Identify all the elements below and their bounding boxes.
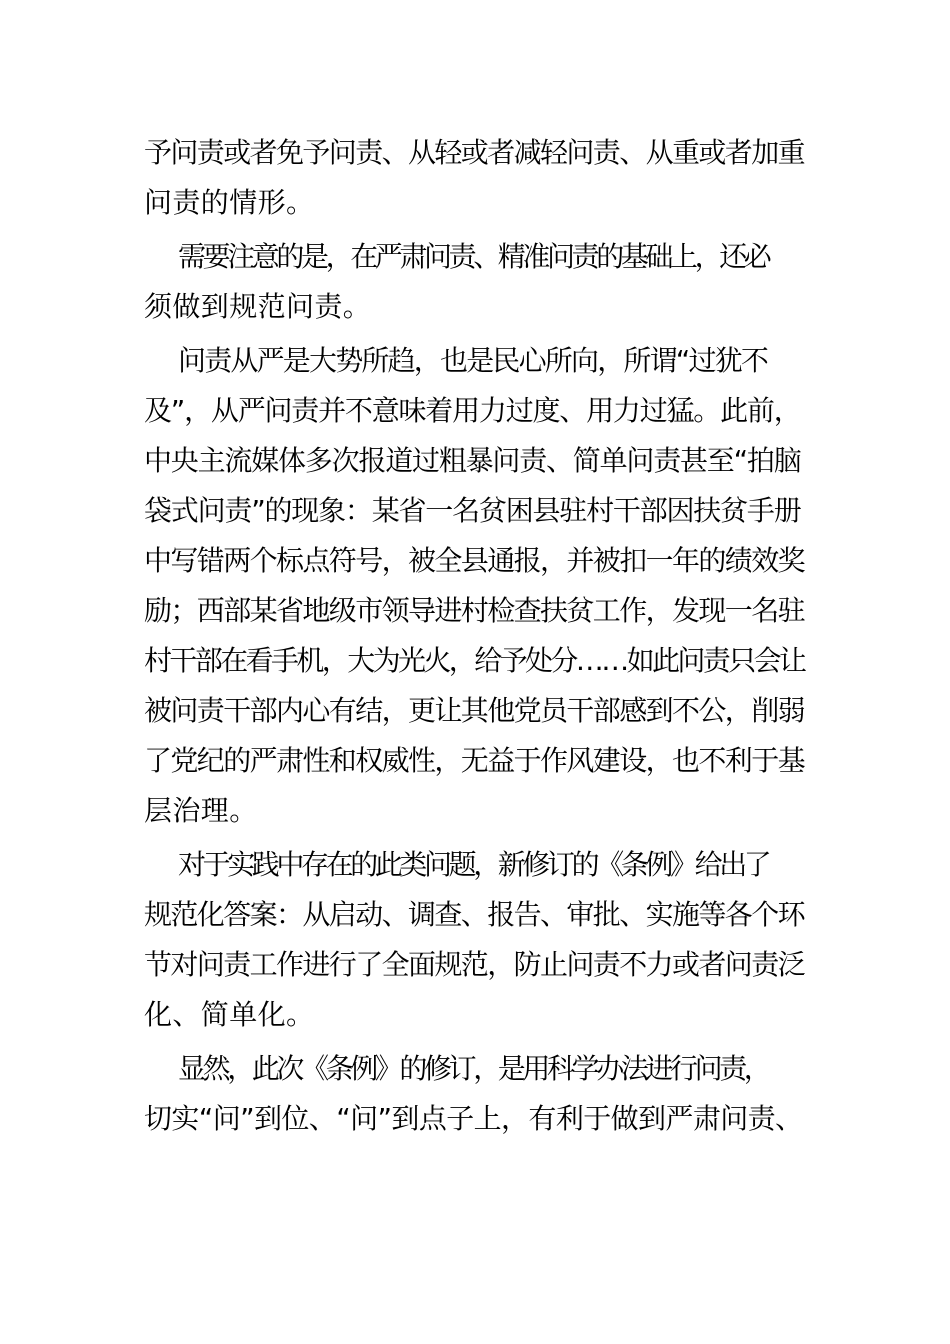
- paragraph-5: [144, 1044, 804, 1144]
- text-line: 需要注意的是，在严肃问责、精准问责的基础上，还必: [178, 240, 769, 273]
- text-line: 显然，此次《条例》的修订，是用科学办法进行问责，: [178, 1052, 769, 1085]
- paragraph-3: [144, 336, 804, 836]
- paragraph-2: [144, 232, 804, 332]
- paragraph-1: [144, 128, 804, 228]
- text-line: 被问责干部内心有结，更让其他党员干部感到不公，削弱: [144, 694, 805, 727]
- document-body: [144, 128, 804, 1148]
- text-line: 问责从严是大势所趋，也是民心所向，所谓“过犹不: [178, 344, 768, 377]
- text-line: 予问责或者免予问责、从轻或者减轻问责、从重或者加重: [144, 136, 805, 169]
- text-line: 问责的情形。: [144, 186, 315, 219]
- text-line: 切实“问”到位、“问”到点子上，有利于做到严肃问责、: [144, 1102, 803, 1135]
- text-line: 了党纪的严肃性和权威性，无益于作风建设，也不利于基: [144, 744, 805, 777]
- text-line: 村干部在看手机，大为光火，给予处分……如此问责只会让: [144, 644, 805, 677]
- text-line: 对于实践中存在的此类问题，新修订的《条例》给出了: [178, 848, 769, 881]
- text-line: 励；西部某省地级市领导进村检查扶贫工作，发现一名驻: [144, 594, 805, 627]
- text-line: 中写错两个标点符号，被全县通报，并被扣一年的绩效奖: [144, 544, 805, 577]
- text-line: 节对问责工作进行了全面规范，防止问责不力或者问责泛: [144, 948, 805, 981]
- text-line: 及”，从严问责并不意味着用力过度、用力过猛。此前，: [144, 394, 801, 427]
- text-line: 袋式问责”的现象：某省一名贫困县驻村干部因扶贫手册: [144, 494, 801, 527]
- text-line: 层治理。: [144, 794, 258, 827]
- text-line: 中央主流媒体多次报道过粗暴问责、简单问责甚至“拍脑: [144, 444, 801, 477]
- paragraph-4: [144, 840, 804, 1040]
- text-line: 规范化答案：从启动、调查、报告、审批、实施等各个环: [144, 898, 805, 931]
- text-line: 化、简单化。: [144, 998, 315, 1031]
- text-line: 须做到规范问责。: [144, 290, 372, 323]
